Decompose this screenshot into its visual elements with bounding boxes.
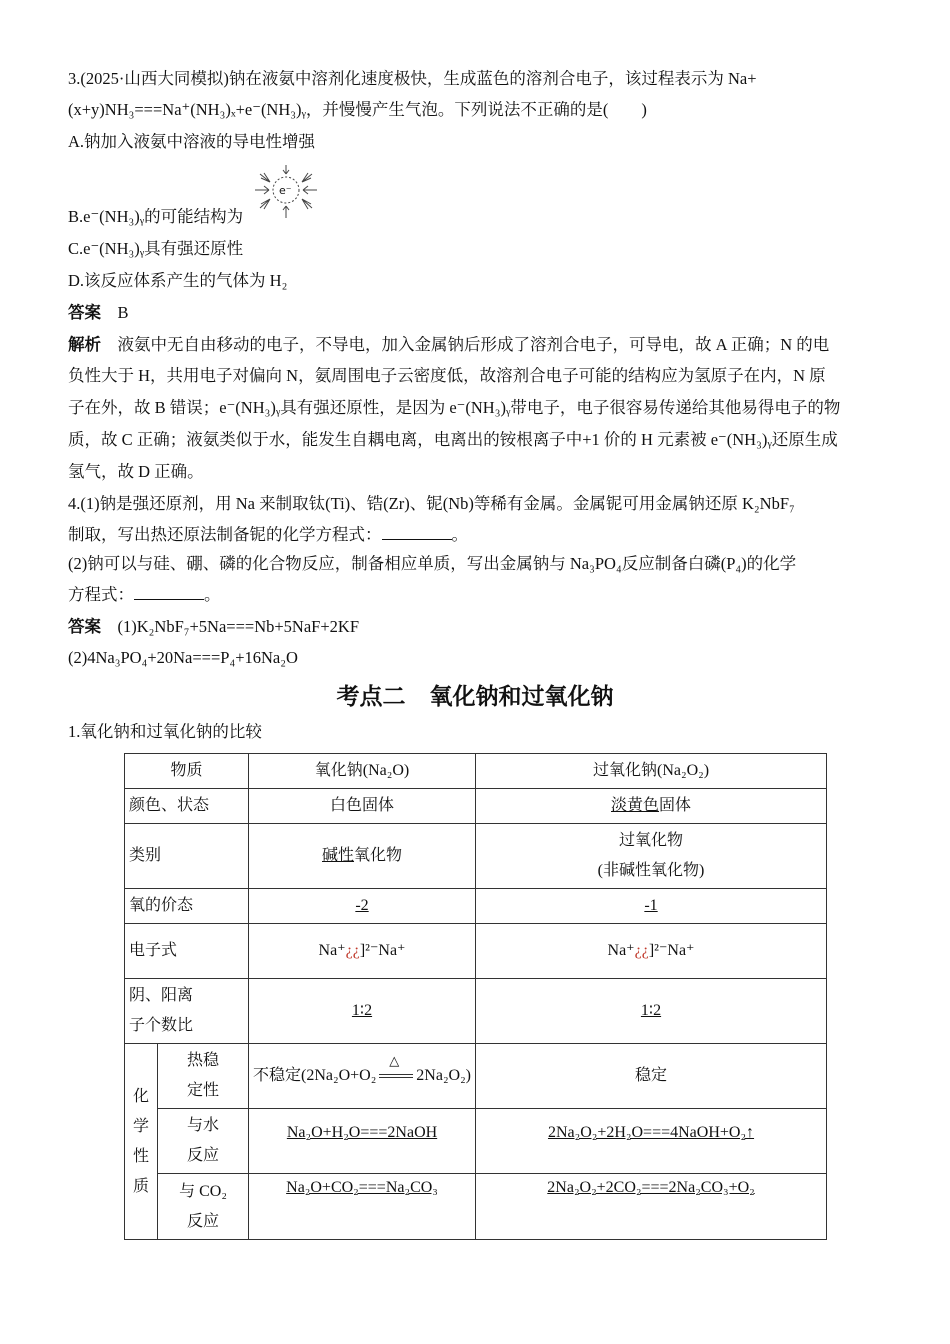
electron-label: e⁻ [279,184,292,197]
cell-na2o2-water: 2Na₂O₂+2H₂O===4NaOH+O₂↑ [476,1109,827,1174]
period: 。 [451,525,468,544]
cell-na2o2-class: 过氧化物 (非碱性氧化物) [476,824,827,889]
cell-na2o-color: 白色固体 [249,789,476,824]
q3-analysis-line4: 质，故 C 正确；液氨类似于水，能发生自耦电离，电离出的铵根离子中+1 价的 H 元素被 e⁻(NH₃)ᵧ还原生成 [68,430,838,449]
cell-na2o-valence: -2 [249,889,476,924]
q3-analysis-line3: 子在外，故 B 错误；e⁻(NH₃)ᵧ具有强还原性，是因为 e⁻(NH₃)ᵧ带电子，电子很容易传递给其他易得电子的物 [68,398,841,417]
q3-stem-line1: 3.(2025·山西大同模拟)钠在液氨中溶剂化速度极快，生成蓝色的溶剂合电子，该过程表示为 Na+ [68,69,757,88]
row-label: 类别 [125,824,249,889]
table-row-water-reaction [125,1109,827,1174]
solvated-electron-diagram [250,162,322,222]
row-label: 氧的价态 [125,889,249,924]
comparison-table [124,753,827,1240]
q4-part1-prompt: 制取，写出热还原法制备铌的化学方程式： [68,525,382,544]
q3-analysis-line1 [68,334,829,356]
table-row-class [125,824,827,889]
section-title [0,678,950,711]
q4-part2-prompt: 方程式： [68,585,134,604]
section-heading: 氧化钠和过氧化钠 [429,684,614,710]
q3-analysis-line5: 氢气，故 D 正确。 [68,462,204,481]
row-label: 阴、阳离 子个数比 [125,979,249,1044]
table-row-electron-formula [125,924,827,979]
table-row-valence [125,889,827,924]
cell-na2o-ratio: 1∶2 [249,979,476,1044]
cell-na2o-stability: 不稳定(2Na₂O+O₂ △ 2Na₂O₂) [249,1044,476,1109]
section-subtitle: 1.氧化钠和过氧化钠的比较 [68,722,262,741]
cell-na2o-water: Na₂O+H₂O===2NaOH [249,1109,476,1174]
row-label: 热稳 定性 [158,1044,249,1109]
heating-condition: △ [376,1066,416,1086]
answer-value: (1)K₂NbF₇+5Na===Nb+5NaF+2KF [117,617,359,636]
cell-na2o2-co2: 2Na₂O₂+2CO₂===2Na₂CO₃+O₂ [476,1174,827,1240]
table-row-co2-reaction [125,1174,827,1240]
q4-part1-line2 [68,524,468,546]
cell-na2o-electron: Na⁺¿¿]²⁻Na⁺ [249,924,476,979]
q3-stem-line2: (x+y)NH₃===Na⁺(NH₃)ₓ+e⁻(NH₃)ᵧ，并慢慢产生气泡。下列说法不正确的是( ) [68,100,647,119]
analysis-text: 液氨中无自由移动的电子，不导电，加入金属钠后形成了溶剂合电子，可导电，故 A 正确；N 的电 [117,335,830,354]
cell-na2o-co2: Na₂O+CO₂===Na₂CO₃ [249,1174,476,1240]
section-number: 考点二 [336,684,406,710]
header-na2o2: 过氧化钠(Na₂O₂) [476,754,827,789]
header-substance: 物质 [125,754,249,789]
row-label: 电子式 [125,924,249,979]
row-label: 与水 反应 [158,1109,249,1174]
row-group-chemical-properties: 化 学 性 质 [125,1044,158,1240]
table-row-stability [125,1044,827,1109]
q4-answer-line1 [68,616,359,638]
cell-na2o2-valence: -1 [476,889,827,924]
cell-na2o-class: 碱性氧化物 [249,824,476,889]
table-row-color [125,789,827,824]
cell-na2o2-electron: Na⁺¿¿]²⁻Na⁺ [476,924,827,979]
q4-part2-line2 [68,584,221,606]
q3-option-d: D.该反应体系产生的气体为 H₂ [68,271,288,290]
cell-na2o2-stability: 稳定 [476,1044,827,1109]
q4-part2-line1: (2)钠可以与硅、硼、磷的化合物反应，制备相应单质，写出金属钠与 Na₃PO₄反应制备白磷(P₄)的化学 [68,554,797,573]
answer-label: 答案 [68,303,101,322]
q3-option-a: A.钠加入液氨中溶液的导电性增强 [68,132,316,151]
q3-option-b: B.e⁻(NH₃)ᵧ的可能结构为 [68,207,244,226]
row-label: 颜色、状态 [125,789,249,824]
analysis-label: 解析 [68,335,101,354]
answer-value: B [117,303,129,322]
answer-blank [382,525,452,540]
q3-analysis-line2: 负性大于 H，共用电子对偏向 N，氨周围电子云密度低，故溶剂合电子可能的结构应为氢原子在内，N 原 [68,366,826,385]
q3-option-c: C.e⁻(NH₃)ᵧ具有强还原性 [68,239,244,258]
header-na2o: 氧化钠(Na₂O) [249,754,476,789]
cell-na2o2-ratio: 1∶2 [476,979,827,1044]
table-row-ion-ratio [125,979,827,1044]
period: 。 [204,585,221,604]
cell-na2o2-color: 淡黄色固体 [476,789,827,824]
q3-answer [68,302,129,324]
row-label: 与 CO₂ 反应 [158,1174,249,1240]
answer-label: 答案 [68,617,101,636]
answer-blank [134,585,204,600]
q4-answer-line2: (2)4Na₃PO₄+20Na===P₄+16Na₂O [68,648,298,667]
table-header-row [125,754,827,789]
q4-part1-line1: 4.(1)钠是强还原剂，用 Na 来制取钛(Ti)、锆(Zr)、铌(Nb)等稀有金属。金属铌可用金属钠还原 K₂NbF₇ [68,494,795,513]
